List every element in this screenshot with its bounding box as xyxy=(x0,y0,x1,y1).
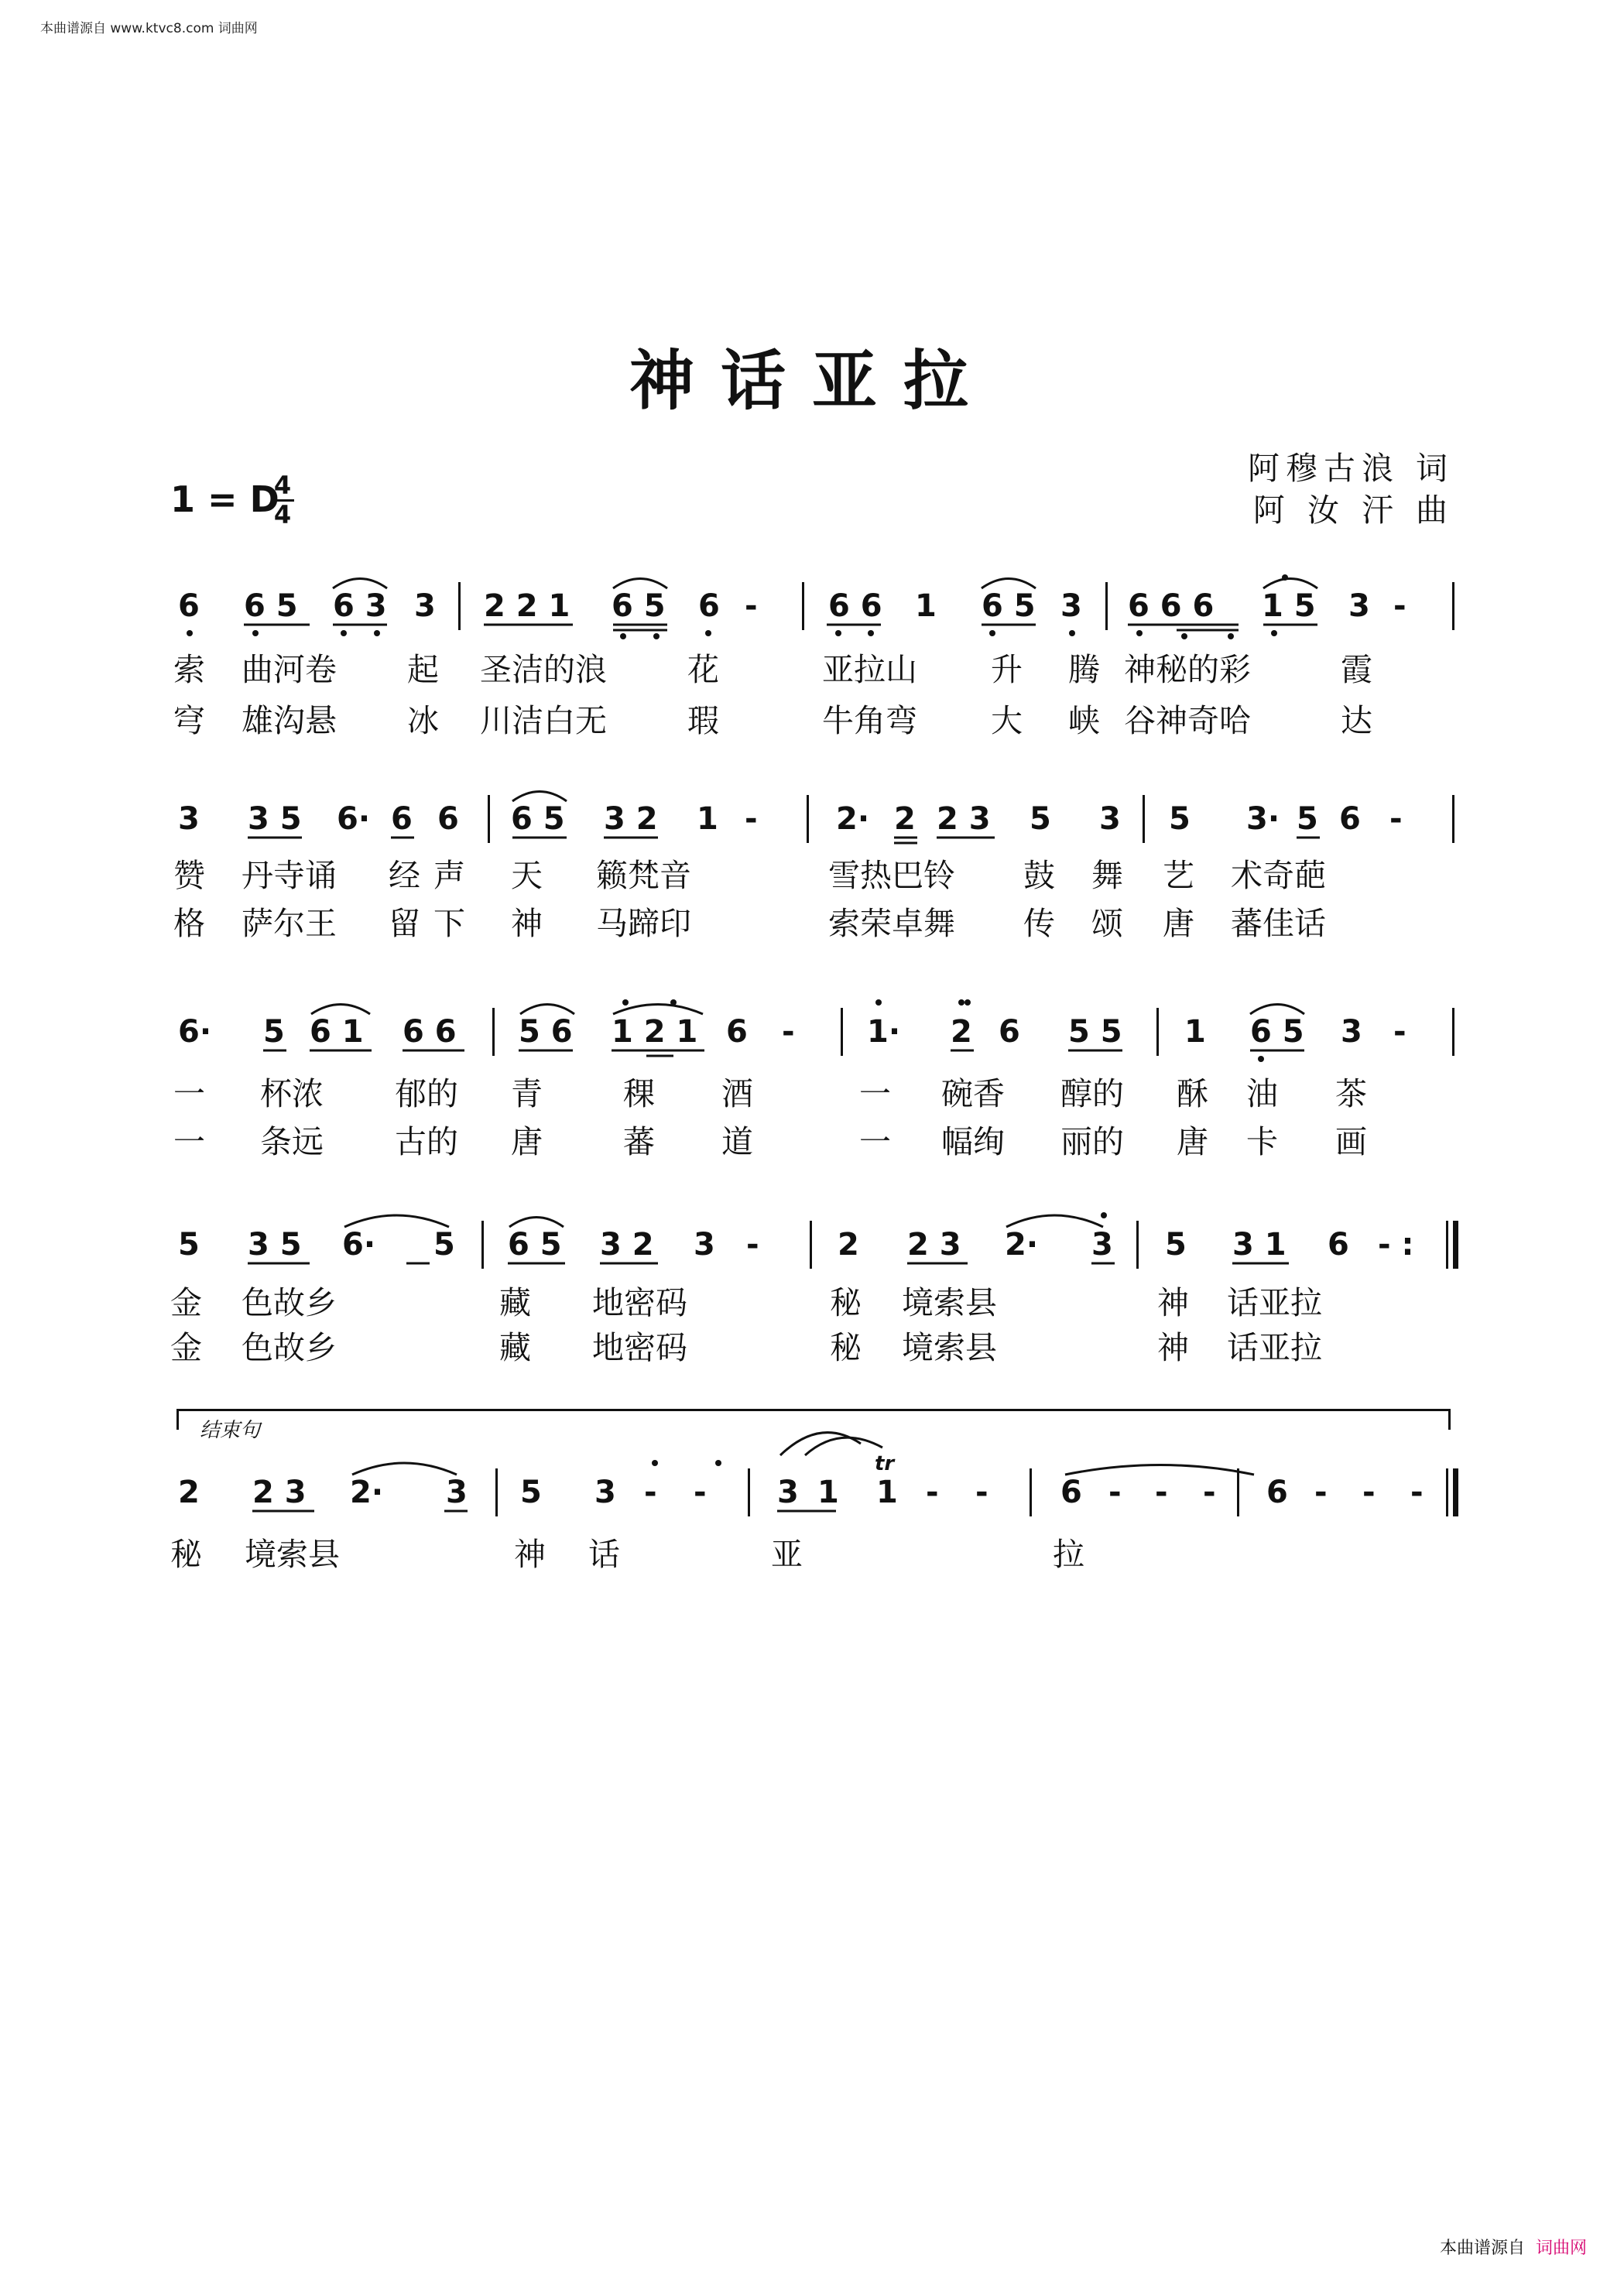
lyric: 花 xyxy=(687,651,719,688)
lyric: 话亚拉 xyxy=(1227,1329,1322,1366)
note: 1 xyxy=(817,1475,839,1510)
note: - : xyxy=(1378,1227,1414,1263)
note: 2 2 1 xyxy=(484,588,570,624)
lyric: 赞 xyxy=(173,857,205,894)
lyric: 神 xyxy=(1157,1284,1189,1321)
slur xyxy=(512,792,567,802)
octave-dot xyxy=(622,999,629,1006)
time-signature-bottom: 4 xyxy=(273,500,292,529)
note: 6· xyxy=(178,1014,212,1050)
octave-dot xyxy=(1228,633,1234,639)
slur xyxy=(509,1218,564,1228)
octave-dot xyxy=(964,999,971,1006)
note: 2 xyxy=(838,1227,859,1263)
lyric: 峡 xyxy=(1068,702,1100,739)
note: 2· xyxy=(350,1475,384,1510)
note: - xyxy=(975,1475,988,1510)
slur xyxy=(805,1437,882,1455)
octave-dot xyxy=(1181,633,1187,639)
note: 3 xyxy=(694,1227,715,1263)
lyric: 话亚拉 xyxy=(1227,1284,1322,1321)
note: 6 6 xyxy=(828,588,882,624)
note: 5 xyxy=(263,1014,285,1050)
lyric: 索荣卓舞 xyxy=(828,905,955,942)
lyric: 幅绚 xyxy=(941,1123,1005,1160)
slur xyxy=(352,1463,457,1475)
octave-dot xyxy=(1101,1212,1107,1218)
lyric: 神秘的彩 xyxy=(1124,651,1251,688)
note: 3 1 xyxy=(1232,1227,1287,1263)
note: 5 6 xyxy=(519,1014,573,1050)
note: 2 xyxy=(178,1475,200,1510)
lyric: 郁的 xyxy=(395,1075,458,1112)
lyric: 起 xyxy=(407,651,439,688)
octave-dot xyxy=(1282,574,1288,581)
note: 3 xyxy=(446,1475,468,1510)
note: 6· xyxy=(337,801,371,837)
note: 6 xyxy=(1266,1475,1288,1510)
note: - xyxy=(1410,1475,1424,1510)
lyric: 地密码 xyxy=(592,1284,687,1321)
lyric: 术奇葩 xyxy=(1231,857,1326,894)
note: 6 5 xyxy=(982,588,1036,624)
lyric: 金 xyxy=(170,1329,202,1366)
note: 1 xyxy=(1184,1014,1206,1050)
lyric: 雄沟悬 xyxy=(242,702,337,739)
note: 2· xyxy=(836,801,870,837)
note: 1 2 1 xyxy=(612,1014,698,1050)
note: 3 xyxy=(1060,588,1082,624)
lyric: 色故乡 xyxy=(242,1329,337,1366)
lyric: 酥 xyxy=(1177,1075,1208,1112)
lyric: 蕃佳话 xyxy=(1231,905,1326,942)
lyric: 达 xyxy=(1341,702,1372,739)
lyric: 杯浓 xyxy=(260,1075,324,1112)
lyric: 境索县 xyxy=(245,1536,340,1573)
note: - xyxy=(1314,1475,1328,1510)
lyric: 碗香 xyxy=(941,1075,1005,1112)
note: 6 5 xyxy=(511,801,565,837)
octave-dot xyxy=(620,633,626,639)
lyric: 亚拉山 xyxy=(822,651,917,688)
lyric: 一 xyxy=(173,1075,205,1112)
lyric: 艺 xyxy=(1163,857,1194,894)
ending-label: 结束句 xyxy=(200,1419,261,1442)
note: - xyxy=(1108,1475,1122,1510)
note: 2 xyxy=(894,801,916,837)
slur xyxy=(344,1215,449,1227)
slur xyxy=(613,579,667,589)
lyric: 霞 xyxy=(1341,651,1372,688)
lyric: 神 xyxy=(514,1536,546,1573)
note: - xyxy=(745,588,758,624)
lyric: 境索县 xyxy=(902,1329,997,1366)
note: 6 6 6 xyxy=(1128,588,1215,624)
lyric: 条远 xyxy=(260,1123,324,1160)
note: 2 xyxy=(951,1014,972,1050)
lyric: 唐 xyxy=(1177,1123,1208,1160)
lyric: 颂 xyxy=(1091,905,1123,942)
note: 5 xyxy=(1297,801,1318,837)
octave-dot xyxy=(1271,630,1277,636)
lyric: 一 xyxy=(173,1123,205,1160)
note: 5 xyxy=(1030,801,1051,837)
lyric: 曲河卷 xyxy=(242,651,337,688)
note: 3 5 xyxy=(248,1227,302,1263)
octave-dot xyxy=(875,999,882,1006)
lyric: 声 xyxy=(433,857,465,894)
lyric: 圣洁的浪 xyxy=(480,651,607,688)
lyric: 穹 xyxy=(173,702,205,739)
octave-dot xyxy=(705,630,711,636)
lyric: 神 xyxy=(511,905,543,942)
note: 3 xyxy=(777,1475,799,1510)
lyric: 经 xyxy=(389,857,420,894)
header-note: 本曲谱源自 www.ktvc8.com 词曲网 xyxy=(40,21,258,36)
note: - xyxy=(1393,588,1406,624)
lyric: 牛角弯 xyxy=(822,702,917,739)
note: - xyxy=(644,1475,657,1510)
note: 2 3 xyxy=(937,801,991,837)
note: 1 xyxy=(876,1475,898,1510)
slur xyxy=(333,579,387,589)
lyric: 索 xyxy=(173,651,205,688)
slur xyxy=(982,579,1036,589)
octave-dot xyxy=(835,630,841,636)
note: 6 xyxy=(1060,1475,1082,1510)
note: 5 xyxy=(178,1227,200,1263)
lyric: 谷神奇哈 xyxy=(1124,702,1251,739)
lyric: 籁梵音 xyxy=(596,857,691,894)
lyric: 画 xyxy=(1335,1123,1367,1160)
lyric: 唐 xyxy=(511,1123,543,1160)
note: 3· xyxy=(1246,801,1280,837)
octave-dot xyxy=(652,1460,658,1466)
lyric: 大 xyxy=(991,702,1023,739)
note: - xyxy=(694,1475,707,1510)
note: - xyxy=(745,801,758,837)
lyric: 丹寺诵 xyxy=(242,857,337,894)
lyric: 稞 xyxy=(623,1075,655,1112)
note: - xyxy=(1203,1475,1216,1510)
lyric: 道 xyxy=(721,1123,753,1160)
lyric: 一 xyxy=(859,1075,891,1112)
octave-dot xyxy=(1069,630,1075,636)
note: 2 3 xyxy=(907,1227,961,1263)
octave-dot xyxy=(187,630,193,636)
lyric: 一 xyxy=(859,1123,891,1160)
trill-mark: tr xyxy=(875,1452,895,1475)
footer-credit xyxy=(1440,2235,1587,2259)
note: - xyxy=(1155,1475,1168,1510)
octave-dot xyxy=(374,630,380,636)
lyric: 境索县 xyxy=(902,1284,997,1321)
lyric: 下 xyxy=(433,905,465,942)
lyric: 秘 xyxy=(830,1284,862,1321)
note: 6 xyxy=(698,588,720,624)
lyric: 拉 xyxy=(1053,1536,1084,1573)
slur xyxy=(1263,579,1317,589)
note: 6 5 xyxy=(1250,1014,1304,1050)
note: 6 6 xyxy=(403,1014,457,1050)
note: 3 2 xyxy=(600,1227,654,1263)
octave-dot xyxy=(868,630,874,636)
note: 6 1 xyxy=(310,1014,364,1050)
lyric: 卡 xyxy=(1246,1123,1278,1160)
note: 6 xyxy=(391,801,413,837)
key-signature: 1 = D xyxy=(170,478,279,520)
octave-dot xyxy=(1136,630,1143,636)
lyricist-credit: 阿穆古浪 词 xyxy=(1247,450,1454,487)
octave-dot xyxy=(989,630,995,636)
octave-dot xyxy=(958,999,964,1006)
lyric: 传 xyxy=(1023,905,1055,942)
note: 3 xyxy=(414,588,436,624)
note: - xyxy=(782,1014,795,1050)
lyric: 鼓 xyxy=(1023,857,1055,894)
slur xyxy=(311,1005,370,1015)
lyric: 升 xyxy=(991,651,1023,688)
note: 1 xyxy=(697,801,718,837)
lyric: 古的 xyxy=(395,1123,458,1160)
song-title: 神话亚拉 xyxy=(629,342,995,419)
lyric: 萨尔王 xyxy=(242,905,337,942)
note: 3 xyxy=(1099,801,1121,837)
note: 6 xyxy=(1328,1227,1349,1263)
note: 2 3 xyxy=(252,1475,307,1510)
note: 5 xyxy=(1169,801,1191,837)
lyric: 酒 xyxy=(721,1075,753,1112)
octave-dot xyxy=(1258,1056,1264,1062)
lyric: 青 xyxy=(511,1075,543,1112)
lyric: 留 xyxy=(389,905,420,942)
time-signature-top: 4 xyxy=(273,471,292,500)
note: 3 5 xyxy=(248,801,302,837)
lyric: 藏 xyxy=(499,1284,531,1321)
lyric: 马蹄印 xyxy=(596,905,691,942)
lyric: 冰 xyxy=(407,702,439,739)
lyric: 油 xyxy=(1246,1075,1278,1112)
lyric: 秘 xyxy=(170,1536,202,1573)
composer-credit: 阿 汝 汗 曲 xyxy=(1252,492,1454,529)
lyric: 金 xyxy=(170,1284,202,1321)
lyric: 神 xyxy=(1157,1329,1189,1366)
lyric: 腾 xyxy=(1068,651,1100,688)
lyric: 舞 xyxy=(1091,857,1123,894)
lyric: 雪热巴铃 xyxy=(828,857,955,894)
note: 3 xyxy=(594,1475,616,1510)
lyric: 地密码 xyxy=(592,1329,687,1366)
note: 1 xyxy=(915,588,937,624)
note: - xyxy=(1389,801,1403,837)
note: 6 xyxy=(999,1014,1020,1050)
lyric: 蕃 xyxy=(623,1123,655,1160)
lyric: 天 xyxy=(511,857,543,894)
note: 6 xyxy=(726,1014,748,1050)
lyric: 亚 xyxy=(771,1536,803,1573)
lyric: 格 xyxy=(173,905,205,942)
note: 1 5 xyxy=(1262,588,1316,624)
note: 1· xyxy=(867,1014,901,1050)
note: - xyxy=(1393,1014,1406,1050)
note: 5 5 xyxy=(1068,1014,1122,1050)
note: 6 xyxy=(1339,801,1361,837)
lyric: 藏 xyxy=(499,1329,531,1366)
lyric: 话 xyxy=(588,1536,620,1573)
note: 6 5 xyxy=(508,1227,562,1263)
note: 6 5 xyxy=(244,588,298,624)
note: 6· xyxy=(342,1227,376,1263)
slur xyxy=(1065,1465,1254,1475)
octave-dot xyxy=(715,1460,721,1466)
note: 5 xyxy=(1165,1227,1187,1263)
slur xyxy=(520,1005,574,1015)
lyric: 秘 xyxy=(830,1329,862,1366)
lyric: 川洁白无 xyxy=(480,702,607,739)
note: 6 5 xyxy=(612,588,666,624)
octave-dot xyxy=(670,999,677,1006)
footer-site[interactable]: 词曲网 xyxy=(1535,2239,1587,2258)
octave-dot xyxy=(653,633,660,639)
lyric: 瑕 xyxy=(687,702,719,739)
note: 3 xyxy=(1341,1014,1362,1050)
note: 6 xyxy=(178,588,200,624)
lyric: 醇的 xyxy=(1060,1075,1124,1112)
note: 2· xyxy=(1005,1227,1039,1263)
lyric: 色故乡 xyxy=(242,1284,337,1321)
octave-dot xyxy=(341,630,347,636)
note: - xyxy=(926,1475,939,1510)
note: 6 3 xyxy=(333,588,387,624)
lyric: 丽的 xyxy=(1060,1123,1124,1160)
slur xyxy=(1250,1005,1304,1015)
lyric: 茶 xyxy=(1335,1075,1367,1112)
note: 3 xyxy=(178,801,200,837)
footer-source: 本曲谱源自 xyxy=(1439,2239,1525,2258)
note: 3 xyxy=(1091,1227,1113,1263)
slur xyxy=(613,1005,703,1015)
lyric: 唐 xyxy=(1163,905,1194,942)
note: 5 xyxy=(520,1475,542,1510)
note: 3 2 xyxy=(604,801,658,837)
note: - xyxy=(746,1227,759,1263)
slur xyxy=(1006,1215,1103,1227)
note: 3 xyxy=(1348,588,1370,624)
note: 5 xyxy=(433,1227,455,1263)
note: - xyxy=(1362,1475,1376,1510)
note: 6 xyxy=(437,801,459,837)
octave-dot xyxy=(252,630,259,636)
